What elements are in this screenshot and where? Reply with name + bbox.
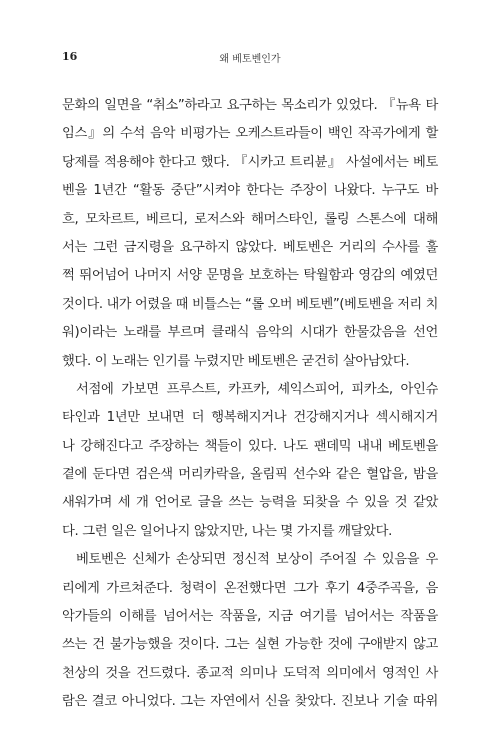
text-line: 나 강해진다고 주장하는 책들이 있다. 나도 팬데믹 내내 베토벤을 — [62, 438, 438, 454]
text-line: 것이다. 내가 어렸을 때 비틀스는 “롤 오버 베토벤”(베토벤을 저리 치 — [62, 296, 438, 312]
text-line: 쩍 뛰어넘어 나머지 서양 문명을 보호하는 탁월함과 영감의 예였던 — [62, 268, 438, 284]
text-line: 악가들의 이해를 넘어서는 작품을, 지금 여기를 넘어서는 작품을 — [62, 609, 438, 625]
text-line: 곁에 둔다면 검은색 머리카락을, 올림픽 선수와 같은 혈압을, 밤을 — [62, 467, 438, 483]
text-line: 워)이라는 노래를 부르며 클래식 음악의 시대가 한물갔음을 선언 — [62, 325, 438, 341]
text-line: 임스』의 수석 음악 비평가는 오케스트라들이 백인 작곡가에게 할 — [62, 126, 438, 142]
text-line: 타인과 1년만 보내면 더 행복해지거나 건강해지거나 섹시해지거 — [62, 410, 438, 426]
page-number: 16 — [62, 50, 78, 63]
text-line: 당제를 적용해야 한다고 했다. 『시카고 트리뷴』 사설에서는 베토 — [62, 154, 438, 170]
text-line: 리에게 가르쳐준다. 청력이 온전했다면 그가 후기 4중주곡을, 음 — [62, 580, 438, 596]
text-line: 천상의 것을 건드렸다. 종교적 의미나 도덕적 의미에서 영적인 사 — [62, 665, 438, 681]
text-line: 흐, 모차르트, 베르디, 로저스와 해머스타인, 롤링 스톤스에 대해 — [62, 211, 438, 227]
text-line-paragraph-end: 다. 그런 일은 일어나지 않았지만, 나는 몇 가지를 깨달았다. — [62, 523, 393, 539]
text-line: 문화의 일면을 “취소”하라고 요구하는 목소리가 있었다. 『뉴욕 타 — [62, 98, 438, 113]
text-line: 쓰는 건 불가능했을 것이다. 그는 실현 가능한 것에 구애받지 않고 — [62, 637, 438, 653]
text-line: 서는 그런 금지령을 요구하지 않았다. 베토벤은 거리의 수사를 훌 — [62, 239, 438, 255]
running-head-book-title: 왜 베토벤인가 — [219, 54, 281, 65]
text-line: 람은 결코 아니었다. 그는 자연에서 신을 찾았다. 진보나 기술 따위 — [62, 694, 438, 710]
text-line-paragraph-start: 베토벤은 신체가 손상되면 정신적 보상이 주어질 수 있음을 우 — [76, 552, 438, 568]
text-line-paragraph-end: 했다. 이 노래는 인기를 누렸지만 베토벤은 굳건히 살아남았다. — [62, 353, 410, 369]
text-line: 벤을 1년간 “활동 중단”시켜야 한다는 주장이 나왔다. 누구도 바 — [62, 183, 438, 199]
body-text — [62, 92, 438, 717]
text-line-paragraph-start: 서점에 가보면 프루스트, 카프카, 셰익스피어, 피카소, 아인슈 — [76, 381, 438, 397]
text-line: 새워가며 세 개 언어로 글을 쓰는 능력을 되찾을 수 있을 것 같았 — [62, 495, 438, 511]
